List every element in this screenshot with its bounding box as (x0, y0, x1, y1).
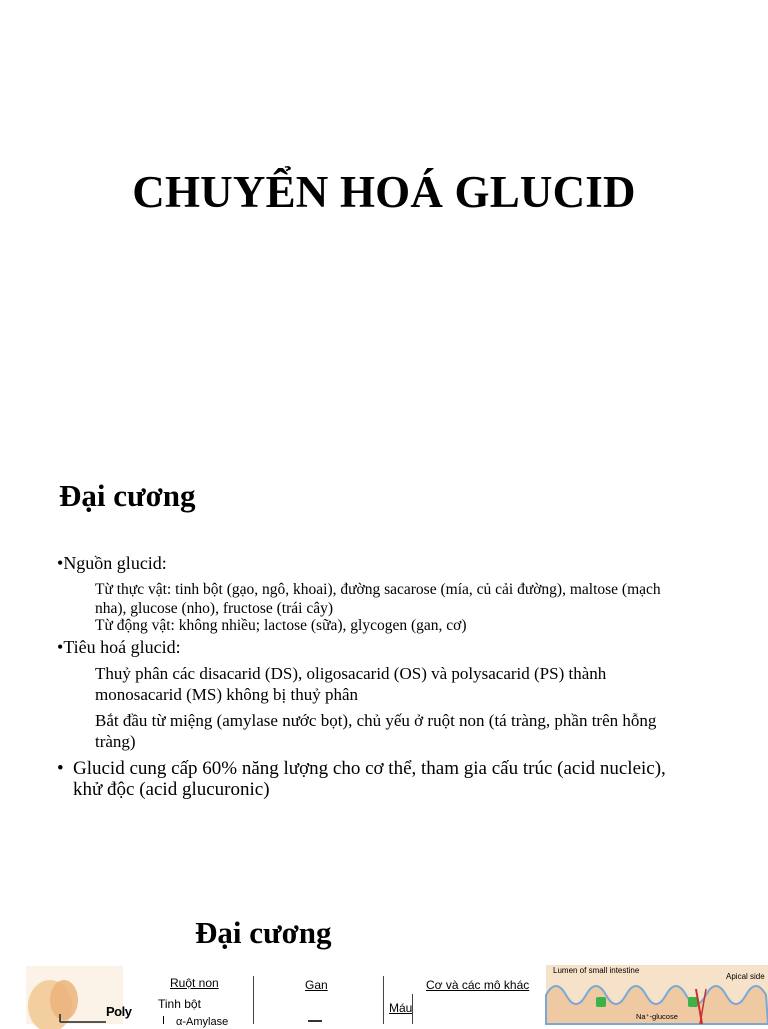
lumen-label: Lumen of small intestine (553, 966, 640, 975)
bullet-text: Nguồn glucid: (63, 553, 167, 573)
transporter-label: Na⁺-glucose (636, 1012, 678, 1021)
intestine-inset (546, 965, 768, 1024)
bullet-text: Glucid cung cấp 60% năng lượng cho cơ thể, tham gia cấu trúc (acid nucleic), khử độc (acid glucuronic) (73, 758, 666, 800)
column-gan: Gan (305, 978, 328, 992)
slide-title: CHUYỂN HOÁ GLUCID (132, 167, 636, 217)
column-divider-3 (412, 994, 413, 1024)
bullet-item-sources (57, 553, 167, 574)
bullet-text: Tiêu hoá glucid: (63, 637, 181, 657)
label-amylase: α-Amylase (176, 1016, 229, 1028)
bullet-marker: • (57, 637, 64, 657)
column-co: Cơ và các mô khác (426, 978, 530, 992)
polysaccharide-illustration (26, 966, 132, 1024)
bullet-marker: • (57, 553, 64, 573)
arrow-line (163, 1016, 164, 1024)
column-ruot-non: Ruột non (170, 976, 219, 990)
bullet-item-digestion (57, 637, 181, 658)
apical-side-label: Apical side (726, 972, 765, 981)
label-mau: Máu (389, 1001, 413, 1015)
section-heading-2: Đại cương (195, 915, 332, 950)
bullet-marker: • (57, 758, 64, 779)
sub-item-start-mouth: Bắt đầu từ miệng (amylase nước bọt), chủ yếu ở ruột non (tá tràng, phần trên hỗng tràng) (95, 711, 657, 751)
digestion-diagram (0, 964, 768, 1028)
column-divider-2 (383, 976, 384, 1024)
arrow-fragment (308, 1020, 322, 1022)
label-tinh-bot: Tinh bột (158, 997, 201, 1011)
sub-item-animal-sources: Từ động vật: không nhiều; lactose (sữa), glycogen (gan, cơ) (95, 617, 467, 634)
column-divider-1 (253, 976, 254, 1024)
sub-item-hydrolysis: Thuỷ phân các disacarid (DS), oligosacarid (OS) và polysacarid (PS) thành monosacarid (MS) không bị thuỷ phân (95, 664, 607, 704)
section-heading: Đại cương (59, 478, 196, 513)
bullet-item-energy (57, 758, 697, 800)
poly-label: Poly (106, 1004, 132, 1019)
sub-item-plant-sources: Từ thực vật: tinh bột (gạo, ngô, khoai), đường sacarose (mía, củ cải đường), maltose (mạch nha), glucose (nho), fructose (trái cây) (95, 581, 661, 617)
